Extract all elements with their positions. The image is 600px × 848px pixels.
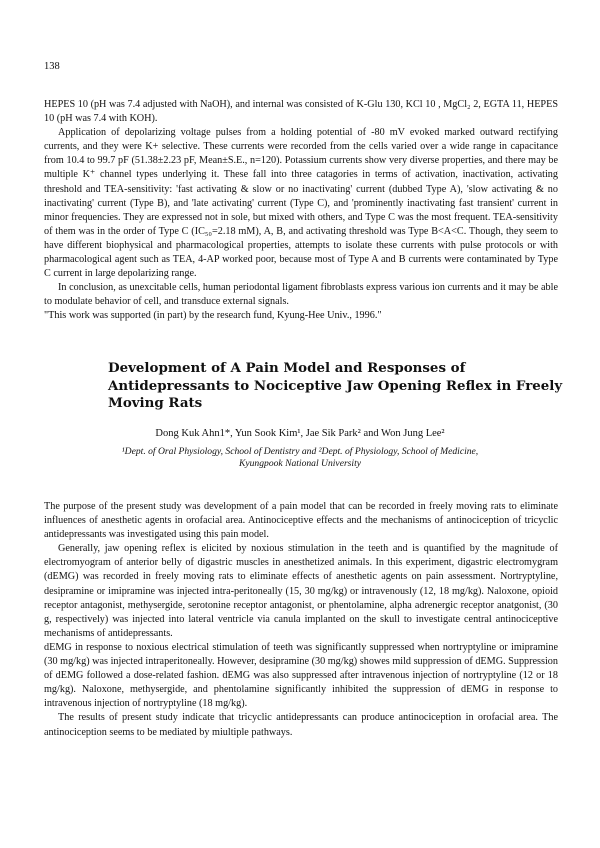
title-line: Antidepressants to Nociceptive Jaw Opening Reflex in Freely xyxy=(108,377,563,394)
affiliation-line: Kyungpook National University xyxy=(238,457,362,469)
title-line: Moving Rats xyxy=(108,395,203,411)
title-line: Development of A Pain Model and Responses of xyxy=(108,360,466,376)
page-number: 138 xyxy=(44,61,60,72)
abstract-paragraph: The purpose of the present study was development of a pain model that can be recorded in freely moving rats to eliminate influences of anesthetic agents in orofacial area. Antinociceptive effects and the mechanisms of antinociception of tricyclic antidepressants was investigated using this pain model. xyxy=(44,501,558,541)
affiliation-line: ¹Dept. of Oral Physiology, School of Dentistry and ²Dept. of Physiology, School of Medicine, xyxy=(121,446,479,457)
paragraph: Application of depolarizing voltage pulses from a holding potential of -80 mV evoked marked outward rectifying currents, and they were K+ selective. These currents were recorded from the cells varied over a wide range in capacitance from 10.4 to 99.7 pF (51.38±2.23 pF, Mean±S.E., n=120). Potassium currents show very diverse properties, and there may be multiple K⁺ channel types underlying it. These fall into three catagories in terms of activation, inactivation, activating threshold and TEA-sensitivity: 'fast activating & slow or no inactivating' current (dubbed Type A), 'slow activating & no inactivating' current (Type B), and 'late activating' current (Type C), and 'prominently inactivating fast transient' current in minor frequencies. They are expressed not in sole, but mixed with others, and Type C was the most frequent. TEA-sensitivity of them was in the order of Type C (IC₅₀=2.18 mM), A, B, and activating threshold was Type B<A<C. Though, they seem to have different biophysical and pharmacological properties, attempts to isolate these currents with pulse protocols or with pharmacological agent such as TEA, 4-AP worked poor, because most of Type A and B currents were contaminated by Type C current in large depolarizing range. xyxy=(44,127,558,280)
affiliation xyxy=(0,446,600,469)
article-title xyxy=(108,360,563,413)
paragraph: In conclusion, as unexcitable cells, human periodontal ligament fibroblasts express various ion currents and it may be able to modulate behavior of cell, and transduce external signals. xyxy=(44,282,558,308)
authors: Dong Kuk Ahn1*, Yun Sook Kim¹, Jae Sik Park² and Won Jung Lee² xyxy=(155,428,445,439)
abstract-paragraph: Generally, jaw opening reflex is elicited by noxious stimulation in the teeth and is quantified by the magnitude of electromyogram of anterior belly of digastric muscles in anesthetized animals. In this experiment, digastric electromygram (dEMG) was recorded in freely moving rats to eliminate effects of anesthetic agents on pain assessment. Nortryptyline, desipramine or imipramine was injected intra-peritoneally (15, 30 mg/kg) or intravenously (12, 18 mg/kg). Naloxone, opioid receptor antagonist, methysergide, serotonine receptor antagonist, or phentolamine, alpha adrenergic receptor anatgonist, (30 g, respectively) was injected into lateral ventricle via canula implanted on the skull to investigate central antinociceptive mechanisms of antidepressants. xyxy=(44,543,558,639)
paragraph: HEPES 10 (pH was 7.4 adjusted with NaOH), and internal was consisted of K-Glu 130, KCl 10 , MgCl₂ 2, EGTA 11, HEPES 10 (pH was 7.4 with KOH). xyxy=(44,99,558,125)
abstract xyxy=(44,500,558,740)
abstract-paragraph: The results of present study indicate that tricyclic antidepressants can produce antinociception in orofacial area. The antinociception seems to be mediated by miultiple pathways. xyxy=(44,712,558,738)
abstract-paragraph: dEMG in response to noxious electrical stimulation of teeth was significantly suppressed when nortryptyline or imipramine (30 mg/kg) was injected intraperitoneally. However, desipramine (30 mg/kg) showes mild suppression of dEMG. Suppression of dEMG followed a dose-related fashion. dEMG was also suppressed after intravenous injection of nortryptyline (12 or 18 mg/kg). Naloxone, methysergide, and phentolamine significantly inhibited the suppression of dEMG in response to intravenous injection of nortryptyline (18 mg/kg). xyxy=(44,641,558,710)
footnote: "This work was supported (in part) by the research fund, Kyung-Hee Univ., 1996." xyxy=(44,310,382,322)
previous-article-text xyxy=(44,98,558,324)
